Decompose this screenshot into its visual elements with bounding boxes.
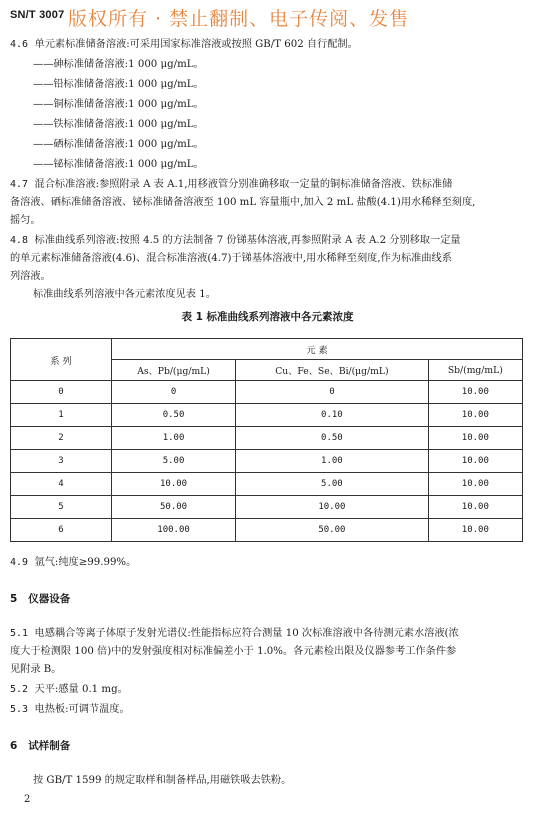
clause-text: 摇匀。 [10,215,41,226]
table-cell: 2 [11,427,112,450]
document-code: SN/T 3007 [10,9,65,21]
section-title: 试样制备 [28,740,71,752]
header-col-cu-fe-se-bi: Cu、Fe、Se、Bi/(μg/mL) [236,360,429,381]
clause-text: 的单元素标准储备溶液(4.6)、混合标准溶液(4.7)于锑基体溶液中,用水稀释至刻度,作为标准曲线系 [10,253,452,264]
table-cell: 5.00 [236,473,429,496]
table-cell: 3 [11,450,112,473]
clause-text: 见附录 B。 [10,664,62,675]
section-5-heading [10,591,70,606]
clause-text: 电热板:可调节温度。 [34,704,130,715]
clause-4-7 [10,178,452,192]
list-item: ——铜标准储备溶液:1 000 μg/mL。 [33,99,204,110]
table-cell: 5 [11,496,112,519]
clause-text: 单元素标准储备溶液:可采用国家标准溶液或按照 GB/T 602 自行配制。 [34,39,358,50]
table-row [11,381,523,404]
clause-number: 5.3 [10,704,29,715]
clause-number: 4.9 [10,557,29,568]
table-cell: 10.00 [428,473,522,496]
clause-4-6 [10,38,358,52]
list-item: ——铁标准储备溶液:1 000 μg/mL。 [33,119,204,130]
list-item: ——硒标准储备溶液:1 000 μg/mL。 [33,139,204,150]
table-cell: 10.00 [428,519,522,542]
clause-4-8 [10,234,461,248]
table-cell: 10.00 [428,496,522,519]
clause-text: 备溶液、硒标准储备溶液、铋标准储备溶液至 100 mL 容量瓶中,加入 2 mL 盐酸(4.1)用水稀释至刻度, [10,197,476,208]
table-row [11,496,523,519]
table-cell: 6 [11,519,112,542]
page-number: 2 [24,794,31,805]
table-cell: 0 [112,381,236,404]
clause-number: 4.8 [10,235,29,246]
header-col-sb: Sb/(mg/mL) [428,360,522,381]
clause-text: 标准曲线系列溶液:按照 4.5 的方法制备 7 份锑基体溶液,再参照附录 A 表 A.2 分别移取一定量 [34,235,461,246]
clause-text: 按 GB/T 1599 的规定取样和制备样品,用磁铁吸去铁粉。 [33,775,292,786]
table-row [11,519,523,542]
table-row [11,427,523,450]
table-cell: 10.00 [428,381,522,404]
table-cell: 1.00 [236,450,429,473]
header-elements: 元 素 [112,339,523,360]
table-cell: 10.00 [428,450,522,473]
clause-number: 5.2 [10,684,29,695]
section-title: 仪器设备 [28,593,71,605]
header-col-as-pb: As、Pb/(μg/mL) [112,360,236,381]
clause-text: 电感耦合等离子体原子发射光谱仪:性能指标应符合测量 10 次标准溶液中各待测元素水溶液(浓 [34,628,459,639]
clause-number: 4.6 [10,39,29,50]
table-cell: 10.00 [428,404,522,427]
table-cell: 50.00 [112,496,236,519]
table-row [11,473,523,496]
watermark: 版权所有 · 禁止翻制、电子传阅、发售 [68,8,410,30]
table-cell: 0.50 [112,404,236,427]
clause-text: 标准曲线系列溶液中各元素浓度见表 1。 [33,289,216,300]
section-6-heading [10,738,70,753]
clause-5-3 [10,703,130,717]
table-cell: 1 [11,404,112,427]
section-number: 6 [10,740,18,752]
clause-text: 度大于检测限 100 倍)中的发射强度相对标准偏差小于 1.0%。各元素检出限及仪器参考工作条件参 [10,646,457,657]
clause-number: 4.7 [10,179,29,190]
table-cell: 0 [236,381,429,404]
table-cell: 0 [11,381,112,404]
clause-5-1 [10,627,459,641]
table-cell: 0.10 [236,404,429,427]
table-cell: 1.00 [112,427,236,450]
clause-number: 5.1 [10,628,29,639]
list-item: ——铋标准储备溶液:1 000 μg/mL。 [33,159,204,170]
table-cell: 10.00 [236,496,429,519]
table-cell: 10.00 [428,427,522,450]
clause-text: 氩气:纯度≥99.99%。 [34,557,137,568]
table-row [11,404,523,427]
header-series: 系 列 [11,339,112,381]
table-cell: 50.00 [236,519,429,542]
table-cell: 10.00 [112,473,236,496]
list-item: ——砷标准储备溶液:1 000 μg/mL。 [33,59,204,70]
clause-text: 混合标准溶液:参照附录 A 表 A.1,用移液管分别准确移取一定量的铜标准储备溶液、铁标准储 [34,179,453,190]
table-cell: 5.00 [112,450,236,473]
table-cell: 4 [11,473,112,496]
clause-4-9 [10,556,136,570]
clause-5-2 [10,683,128,697]
clause-text: 列溶液。 [10,271,51,282]
table-cell: 0.50 [236,427,429,450]
table-row [11,450,523,473]
concentration-table [10,338,523,542]
table-title: 表 1 标准曲线系列溶液中各元素浓度 [181,311,354,323]
section-number: 5 [10,593,18,605]
list-item: ——铅标准储备溶液:1 000 μg/mL。 [33,79,204,90]
table-cell: 100.00 [112,519,236,542]
clause-text: 天平:感量 0.1 mg。 [34,684,128,695]
